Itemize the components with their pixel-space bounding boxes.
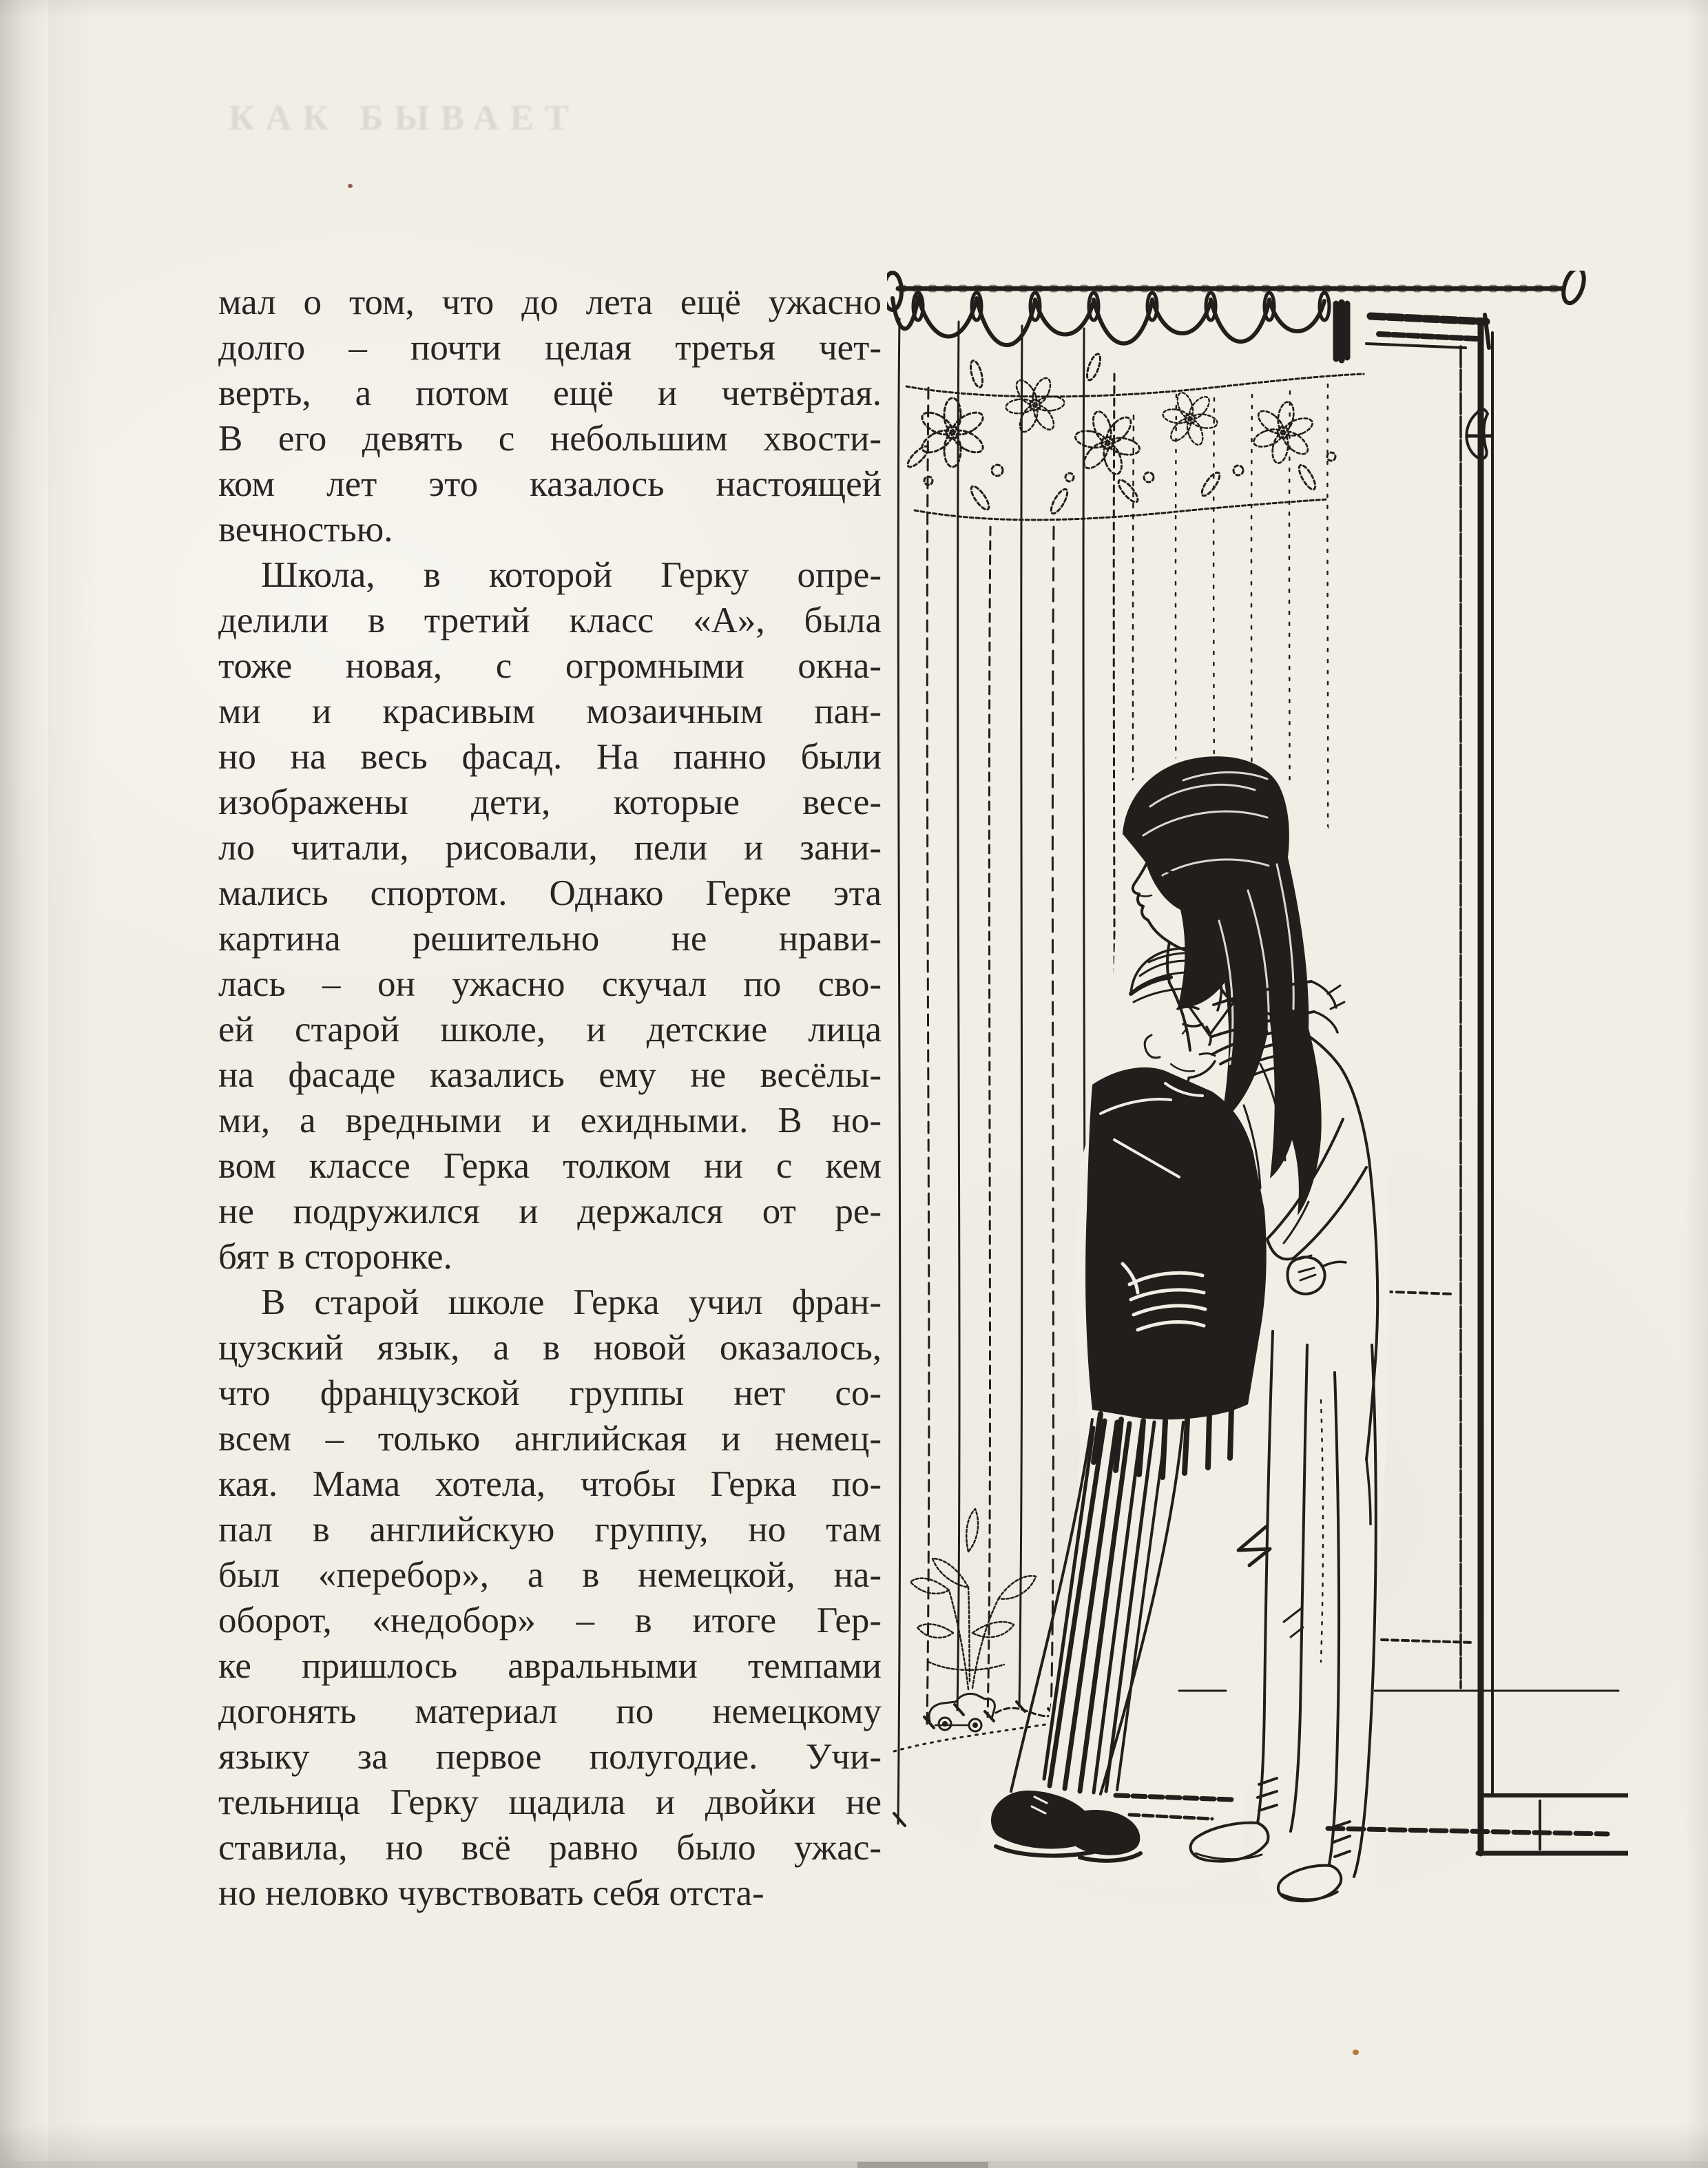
text-line: вечностью. [218,510,393,550]
text-line: ком лет это казалось настоящей [218,464,882,504]
paragraph [218,1280,882,1916]
paper-speck [1353,2050,1359,2055]
scan-edge-strip [0,2161,1708,2168]
text-line: на фасаде казались ему не весёлы- [218,1055,882,1095]
text-line: бят в сторонке. [218,1237,452,1277]
text-line: мал о том, что до лета ещё ужасно [218,282,882,322]
text-line: мались спортом. Однако Герке эта [218,873,882,913]
illustration-mother-hugging-boy-by-window [887,271,1628,1972]
showthrough-running-title: КАК БЫВАЕТ [229,98,580,138]
text-line: тельница Герку щадила и двойки не [218,1782,882,1822]
text-line: цузский язык, а в новой оказалось, [218,1328,882,1368]
text-line: ке пришлось авральными темпами [218,1646,882,1686]
text-line: ей старой школе, и детские лица [218,1010,882,1050]
text-line: языку за первое полугодие. Учи- [218,1737,882,1777]
text-line: пал в английскую группу, но там [218,1510,882,1550]
text-line: долго – почти целая третья чет- [218,328,882,368]
text-column [218,280,882,1916]
curtain-swags [893,297,1324,345]
paragraph [218,552,882,1280]
text-line: но на весь фасад. На панно были [218,737,882,777]
scan-shadow-right [1685,0,1708,2168]
flower [1247,397,1318,468]
curtain-edge-dark-bar [1336,302,1347,360]
scan-edge-notch [857,2162,988,2168]
text-line: но неловко чувствовать себя отста- [218,1873,764,1913]
text-line: делили в третий класс «А», была [218,601,882,640]
text-line: ми и красивым мозаичным пан- [218,691,882,731]
scan-shadow-left [0,0,51,2168]
text-line: лась – он ужасно скучал по сво- [218,964,882,1004]
text-line: был «перебор», а в немецкой, на- [218,1555,882,1595]
text-line: верть, а потом ещё и четвёртая. [218,373,882,413]
text-line: изображены дети, которые весе- [218,782,882,822]
text-line: картина решительно не нрави- [218,919,882,959]
flower [997,366,1074,444]
text-line: вом классе Герка толком ни с кем [218,1146,882,1186]
paper-speck [348,184,353,188]
paragraph [218,280,882,552]
text-line: кая. Мама хотела, чтобы Герка по- [218,1464,882,1504]
text-line: что французской группы нет со- [218,1373,882,1413]
text-line: Школа, в которой Герку опре- [261,555,882,595]
text-line: ло читали, рисовали, пели и зани- [218,828,882,868]
text-line: тоже новая, с огромными окна- [218,646,882,686]
curtain-rod-finial-right [1560,271,1588,306]
text-line: всем – только английская и немец- [218,1419,882,1459]
text-line: ми, а вредными и ехидными. В но- [218,1101,882,1140]
text-line: не подружился и держался от ре- [218,1191,882,1231]
window-base [1478,1795,1628,1853]
curtain-floral-band [905,353,1364,520]
text-line: оборот, «недобор» – в итоге Гер- [218,1601,882,1640]
curtain-rod [887,271,1587,310]
text-line: догонять материал по немецкому [218,1691,882,1731]
flower [1067,402,1148,483]
text-line: ставила, но всё равно было ужас- [218,1828,882,1868]
text-line: В старой школе Герка учил фран- [261,1282,882,1322]
scan-shadow-top [0,0,1708,18]
text-line: В его девять с небольшим хвости- [218,419,882,459]
scan-shadow-left-soft [48,0,96,2168]
